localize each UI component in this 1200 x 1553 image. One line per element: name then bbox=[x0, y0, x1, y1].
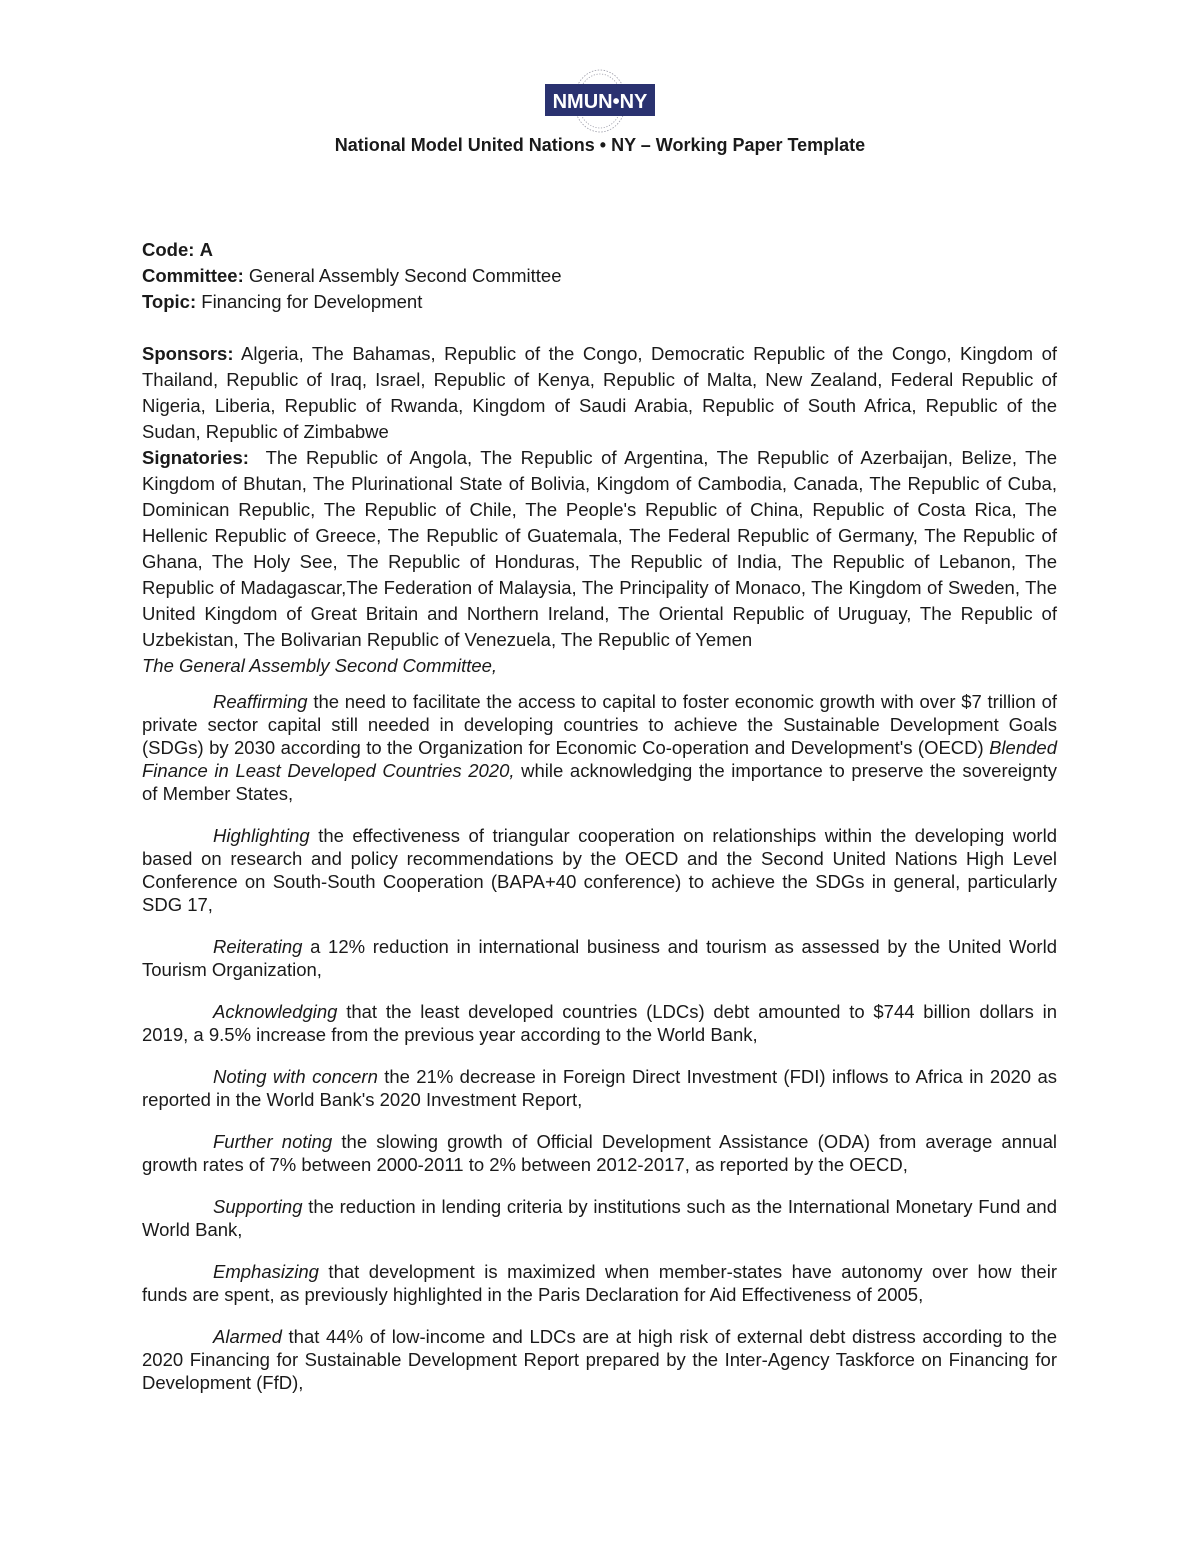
committee-intro: The General Assembly Second Committee, bbox=[142, 655, 498, 676]
clause-lead: Reiterating bbox=[213, 936, 303, 957]
clause-lead: Noting with concern bbox=[213, 1066, 378, 1087]
document-title: National Model United Nations • NY – Working Paper Template bbox=[334, 135, 866, 155]
preambulatory-clause bbox=[142, 1260, 1057, 1306]
logo-text: NMUN•NY bbox=[552, 91, 648, 113]
clause-text: that 44% of low-income and LDCs are at high risk of external debt distress according to the 2020 Financing for Sustainable Development Report prepared by the Inter-Agency Taskforce on Financing for Development (FfD), bbox=[142, 1326, 1057, 1393]
topic-value: Financing for Development bbox=[201, 291, 423, 312]
document-body bbox=[142, 237, 1057, 1413]
clause-text: a 12% reduction in international business and tourism as assessed by the United World Tourism Organization, bbox=[142, 936, 1057, 980]
preambulatory-clause bbox=[142, 824, 1057, 916]
clause-lead: Alarmed bbox=[213, 1326, 282, 1347]
clause-lead: Reaffirming bbox=[213, 691, 308, 712]
sponsors-block bbox=[142, 341, 1057, 445]
clause-text: the slowing growth of Official Development Assistance (ODA) from average annual growth rates of 7% between 2000-2011 to 2% between 2012-2017, as reported by the OECD, bbox=[142, 1131, 1057, 1175]
nmun-ny-logo bbox=[540, 68, 660, 134]
committee-line bbox=[142, 263, 1057, 289]
sponsors-list: Algeria, The Bahamas, Republic of the Congo, Democratic Republic of the Congo, Kingdom of Thailand, Republic of Iraq, Israel, Republic of Kenya, Republic of Malta, New Zealand, Federal Republic of Nigeria, Liberia, Republic of Rwanda, Kingdom of Saudi Arabia, Republic of South Africa, Republic of the Sudan, Republic of Zimbabwe bbox=[142, 343, 1057, 442]
committee-label: Committee: bbox=[142, 265, 244, 286]
preambulatory-clause bbox=[142, 1130, 1057, 1176]
clause-text: the 21% decrease in Foreign Direct Investment (FDI) inflows to Africa in 2020 as reported in the World Bank's 2020 Investment Report, bbox=[142, 1066, 1057, 1110]
signatories-list: The Republic of Angola, The Republic of Argentina, The Republic of Azerbaijan, Belize, The Kingdom of Bhutan, The Plurinational State of Bolivia, Kingdom of Cambodia, Canada, The Republic of Cuba, Dominican Republic, The Republic of Chile, The People's Republic of China, Republic of Costa Rica, The Hellenic Republic of Greece, The Republic of Guatemala, The Federal Republic of Germany, The Republic of Ghana, The Holy See, The Republic of Honduras, The Republic of India, The Republic of Lebanon, The Republic of Madagascar,The Federation of Malaysia, The Principality of Monaco, The Kingdom of Sweden, The United Kingdom of Great Britain and Northern Ireland, The Oriental Republic of Uruguay, The Republic of Uzbekistan, The Bolivarian Republic of Venezuela, The Republic of Yemen bbox=[142, 447, 1058, 650]
clause-italic-title: Blended Finance in Least Developed Countries 2020, bbox=[142, 737, 1057, 781]
clause-text: the effectiveness of triangular cooperation on relationships within the developing world based on research and policy recommendations by the OECD and the Second United Nations High Level Conference on South-South Cooperation (BAPA+40 conference) to achieve the SDGs in general, particularly SDG 17, bbox=[142, 825, 1057, 915]
clause-lead: Emphasizing bbox=[213, 1261, 319, 1282]
preambulatory-clause bbox=[142, 935, 1057, 981]
preambulatory-clause bbox=[142, 690, 1057, 805]
signatories-block bbox=[142, 445, 1057, 653]
clause-lead: Highlighting bbox=[213, 825, 310, 846]
topic-line bbox=[142, 289, 1057, 315]
preambulatory-clause bbox=[142, 1325, 1057, 1394]
signatories-label: Signatories: bbox=[142, 447, 249, 468]
clause-text: the reduction in lending criteria by institutions such as the International Monetary Fund and World Bank, bbox=[142, 1196, 1057, 1240]
preambulatory-clause bbox=[142, 1195, 1057, 1241]
preambulatory-clause bbox=[142, 1000, 1057, 1046]
code-label: Code: bbox=[142, 239, 195, 260]
clause-lead: Supporting bbox=[213, 1196, 303, 1217]
clause-lead: Further noting bbox=[213, 1131, 333, 1152]
clause-text-tail: while acknowledging the importance to preserve the sovereignty of Member States, bbox=[142, 760, 1057, 804]
clause-lead: Acknowledging bbox=[213, 1001, 338, 1022]
preambulatory-clause bbox=[142, 1065, 1057, 1111]
sponsors-label: Sponsors: bbox=[142, 343, 234, 364]
code-line bbox=[142, 237, 1057, 263]
code-value: A bbox=[199, 239, 213, 260]
committee-value: General Assembly Second Committee bbox=[248, 265, 562, 286]
clause-text: the need to facilitate the access to capital to foster economic growth with over $7 trillion of private sector capital still needed in developing countries to achieve the Sustainable Development Goals (SDGs) by 2030 according to the Organization for Economic Co-operation and Development's (OECD) bbox=[142, 691, 1057, 758]
clause-text: that development is maximized when member-states have autonomy over how their funds are spent, as previously highlighted in the Paris Declaration for Aid Effectiveness of 2005, bbox=[142, 1261, 1057, 1305]
topic-label: Topic: bbox=[142, 291, 197, 312]
clause-text: that the least developed countries (LDCs) debt amounted to $744 billion dollars in 2019, a 9.5% increase from the previous year according to the World Bank, bbox=[142, 1001, 1057, 1045]
